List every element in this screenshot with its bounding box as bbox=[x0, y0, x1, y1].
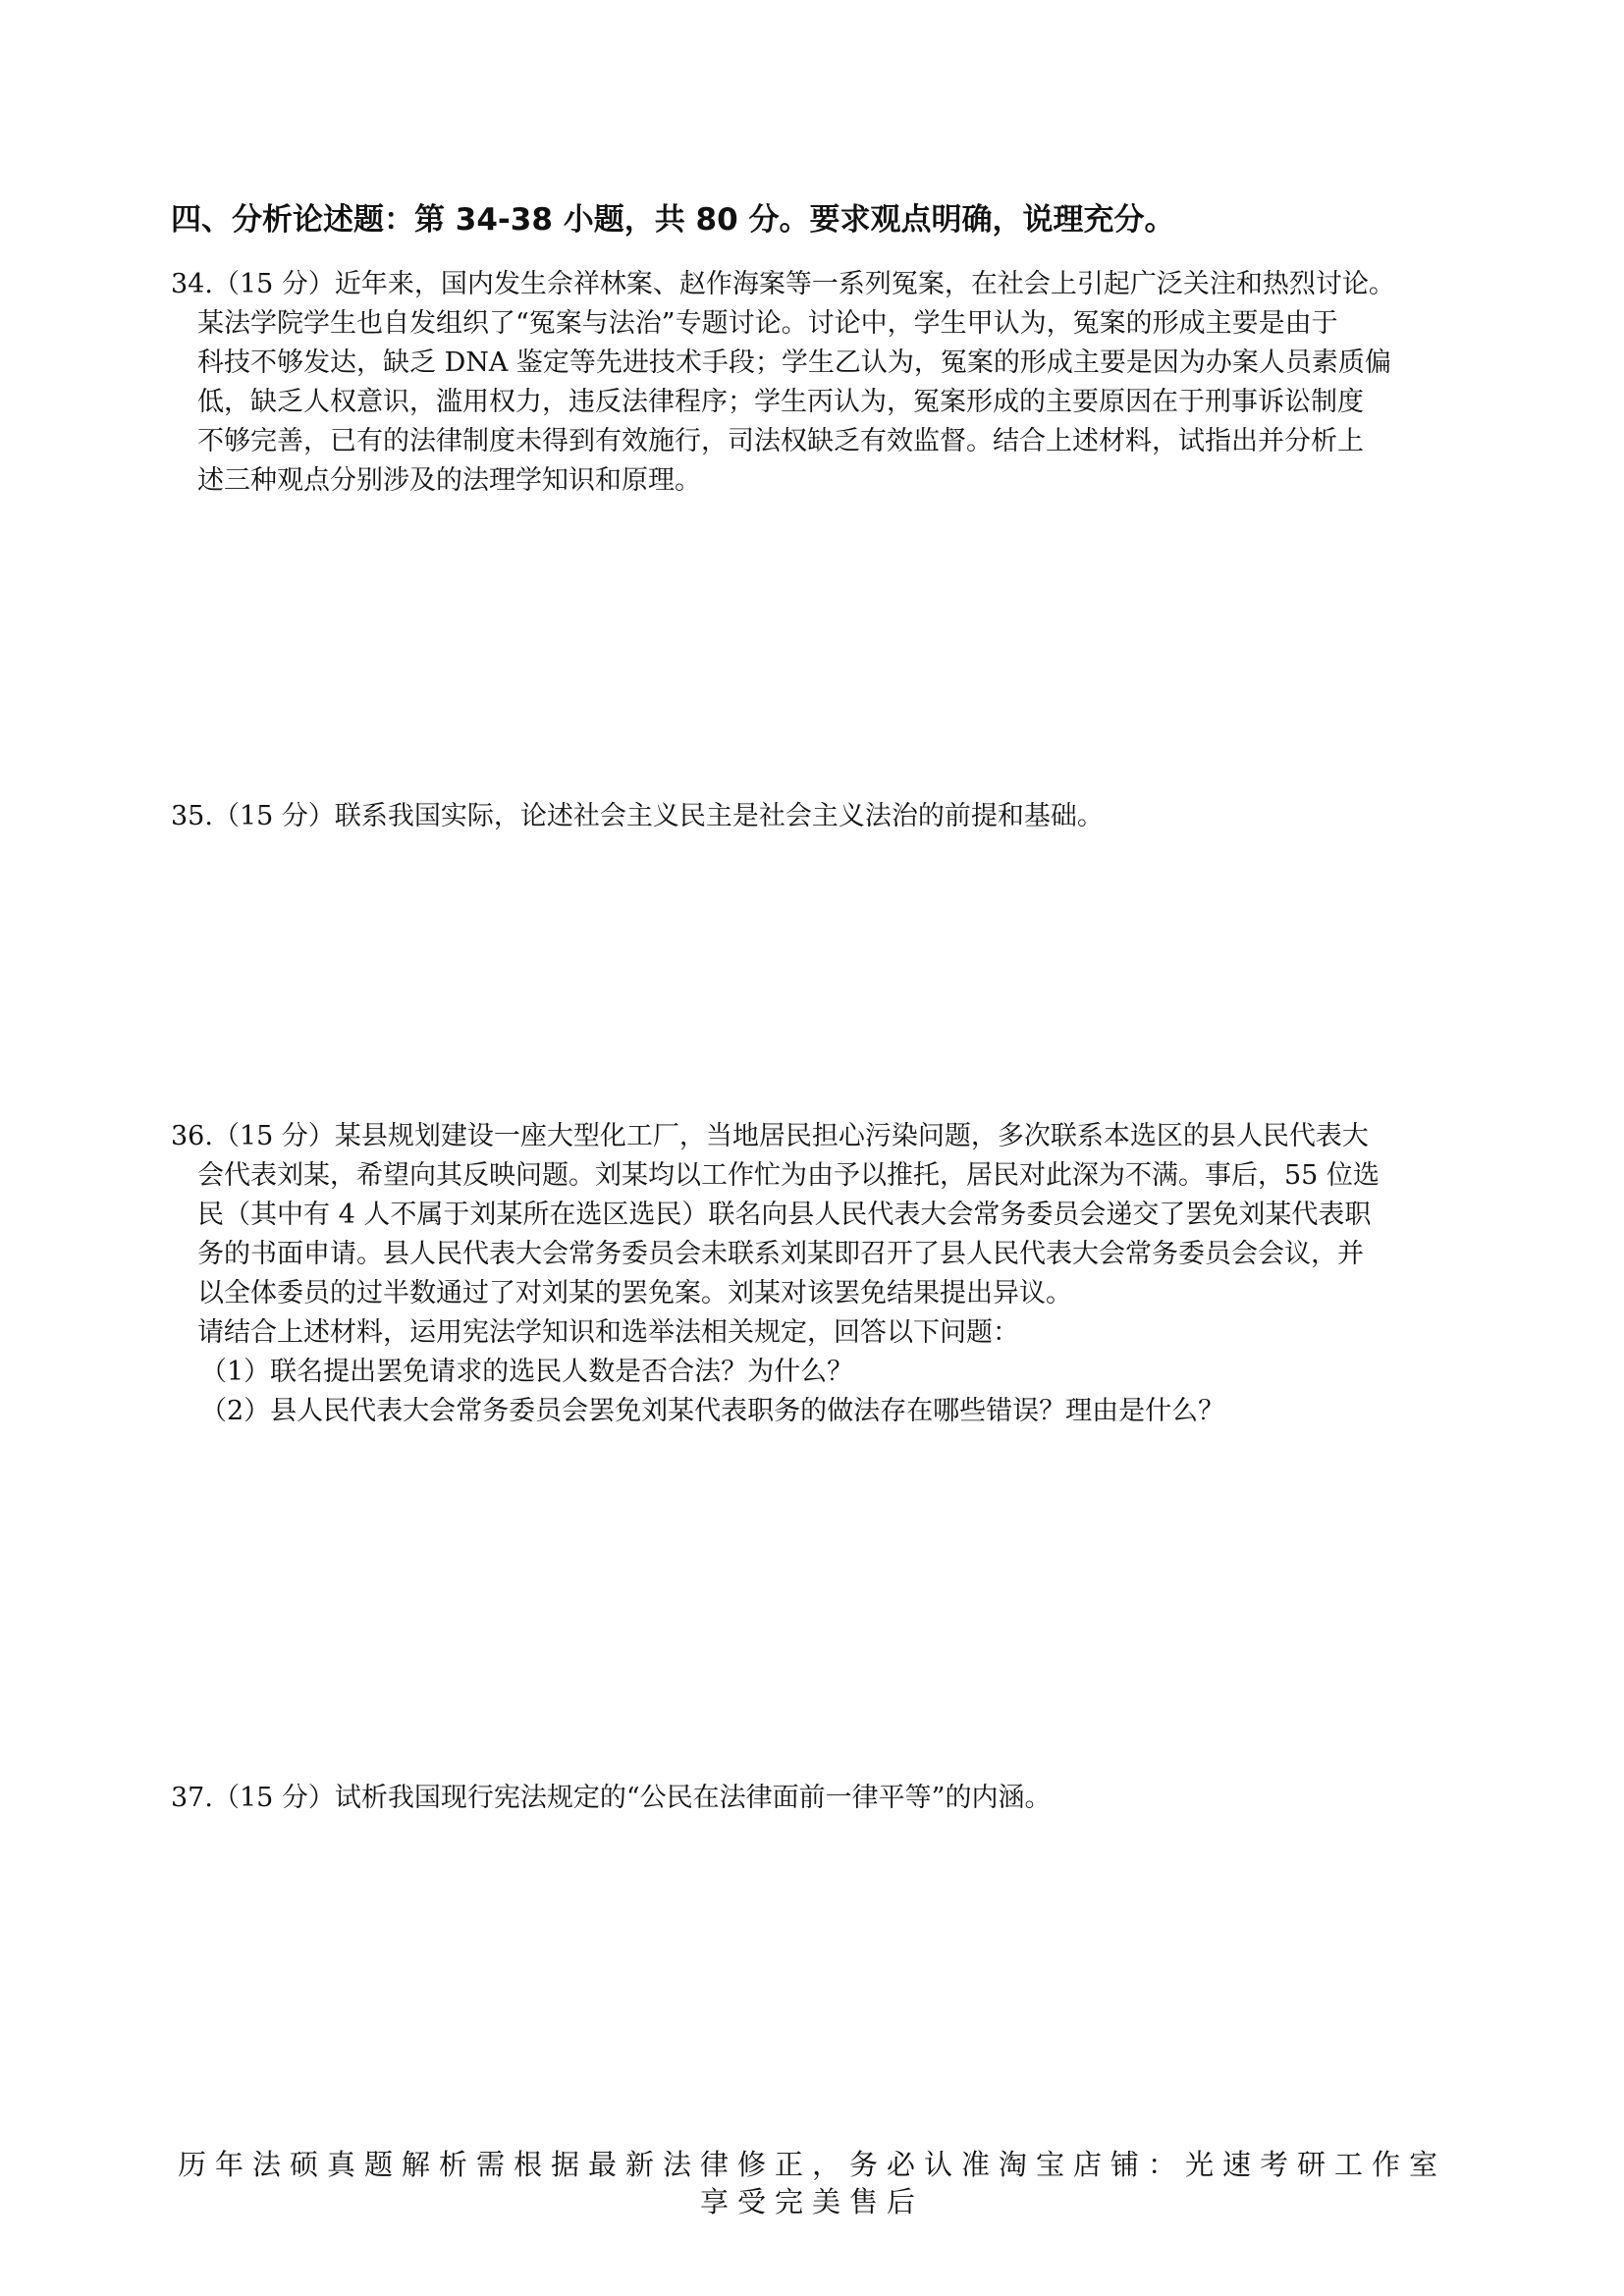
footer-notice: 历年法硕真题解析需根据最新法律修正，务必认准淘宝店铺：光速考研工作室 bbox=[177, 2148, 1446, 2181]
question-37-line: 37.（15 分）试析我国现行宪法规定的“公民在法律面前一律平等”的内涵。 bbox=[171, 1783, 1052, 1813]
question-36-line: 以全体委员的过半数通过了对刘某的罢免案。刘某对该罢免结果提出异议。 bbox=[197, 1278, 1072, 1308]
question-36 bbox=[171, 1117, 1457, 1431]
question-36-subquestion-1: （1）联名提出罢免请求的选民人数是否合法？为什么？ bbox=[200, 1357, 854, 1387]
question-36-prompt: 请结合上述材料，运用宪法学知识和选举法相关规定，回答以下问题： bbox=[197, 1317, 1019, 1348]
question-35 bbox=[171, 797, 1457, 836]
question-36-line: 会代表刘某，希望向其反映问题。刘某均以工作忙为由予以推托，居民对此深为不满。事后，55 位选 bbox=[197, 1160, 1380, 1191]
question-36-line: 36.（15 分）某县规划建设一座大型化工厂，当地居民担心污染问题，多次联系本选区的县人民代表大 bbox=[171, 1121, 1369, 1151]
question-34-line: 某法学院学生也自发组织了“冤案与法治”专题讨论。讨论中，学生甲认为，冤案的形成主要是由于 bbox=[197, 308, 1338, 339]
page-footer bbox=[0, 2146, 1624, 2220]
question-34 bbox=[171, 265, 1457, 501]
section-heading: 四、分析论述题：第 34-38 小题，共 80 分。要求观点明确，说理充分。 bbox=[171, 202, 1175, 238]
question-35-line: 35.（15 分）联系我国实际，论述社会主义民主是社会主义法治的前提和基础。 bbox=[171, 801, 1104, 831]
footer-after-sales: 享受完美售后 bbox=[699, 2185, 924, 2218]
question-34-line: 科技不够发达，缺乏 DNA 鉴定等先进技术手段；学生乙认为，冤案的形成主要是因为办案人员素质偏 bbox=[197, 347, 1391, 378]
question-34-line: 低，缺乏人权意识，滥用权力，违反法律程序；学生丙认为，冤案形成的主要原因在于刑事诉讼制度 bbox=[197, 387, 1364, 417]
question-37 bbox=[171, 1779, 1457, 1818]
question-34-line: 34.（15 分）近年来，国内发生佘祥林案、赵作海案等一系列冤案，在社会上引起广泛关注和热烈讨论。 bbox=[171, 269, 1395, 299]
question-36-line: 民（其中有 4 人不属于刘某所在选区选民）联名向县人民代表大会常务委员会递交了罢免刘某代表职 bbox=[197, 1200, 1372, 1230]
question-34-line: 述三种观点分别涉及的法理学知识和原理。 bbox=[197, 465, 701, 496]
question-36-line: 务的书面申请。县人民代表大会常务委员会未联系刘某即召开了县人民代表大会常务委员会会议，并 bbox=[197, 1239, 1364, 1269]
question-36-subquestion-2: （2）县人民代表大会常务委员会罢免刘某代表职务的做法存在哪些错误？理由是什么？ bbox=[200, 1396, 1225, 1426]
question-34-line: 不够完善，已有的法律制度未得到有效施行，司法权缺乏有效监督。结合上述材料，试指出并分析上 bbox=[197, 426, 1364, 456]
